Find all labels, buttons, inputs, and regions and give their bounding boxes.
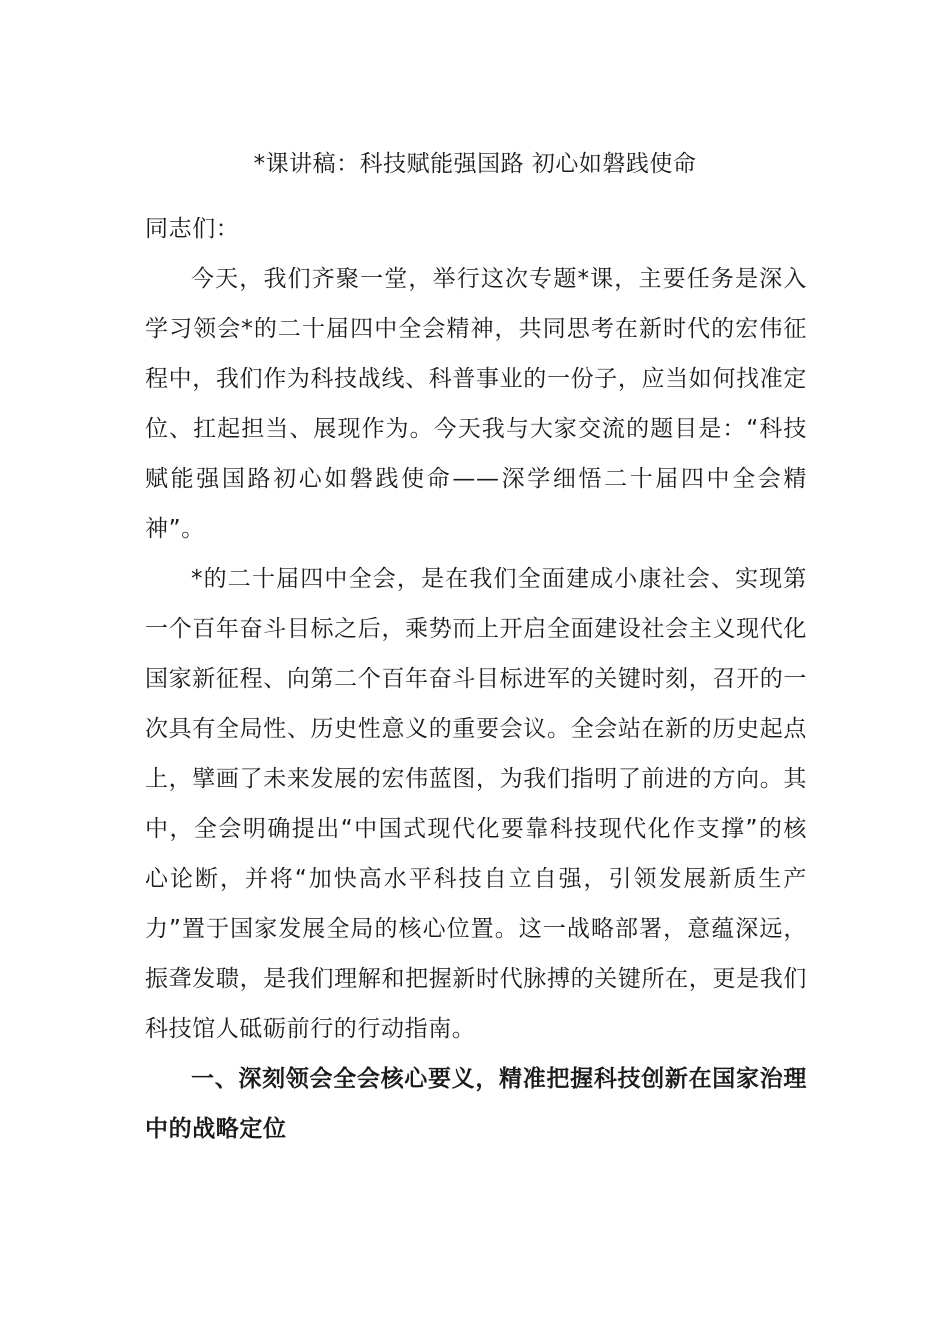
document-body	[145, 204, 807, 1154]
paragraph-plenum: *的二十届四中全会，是在我们全面建成小康社会、实现第一个百年奋斗目标之后，乘势而上开启全面建设社会主义现代化国家新征程、向第二个百年奋斗目标进军的关键时刻，召开的一次具有全局性、历史性意义的重要会议。全会站在新的历史起点上，擘画了未来发展的宏伟蓝图，为我们指明了前进的方向。其中，全会明确提出“中国式现代化要靠科技现代化作支撑”的核心论断，并将“加快高水平科技自立自强，引领发展新质生产力”置于国家发展全局的核心位置。这一战略部署，意蕴深远，振聋发聩，是我们理解和把握新时代脉搏的关键所在，更是我们科技馆人砥砺前行的行动指南。	[145, 566, 807, 1042]
section-heading: 一、深刻领会全会核心要义，精准把握科技创新在国家治理中的战略定位	[145, 1066, 807, 1142]
document-title: *课讲稿：科技赋能强国路 初心如磐践使命	[253, 151, 697, 177]
paragraph-intro: 今天，我们齐聚一堂，举行这次专题*课，主要任务是深入学习领会*的二十届四中全会精神，共同思考在新时代的宏伟征程中，我们作为科技战线、科普事业的一份子，应当如何找准定位、扛起担当、展现作为。今天我与大家交流的题目是：“科技赋能强国路初心如磐践使命——深学细悟二十届四中全会精神”。	[145, 266, 807, 542]
salutation: 同志们：	[145, 216, 240, 242]
